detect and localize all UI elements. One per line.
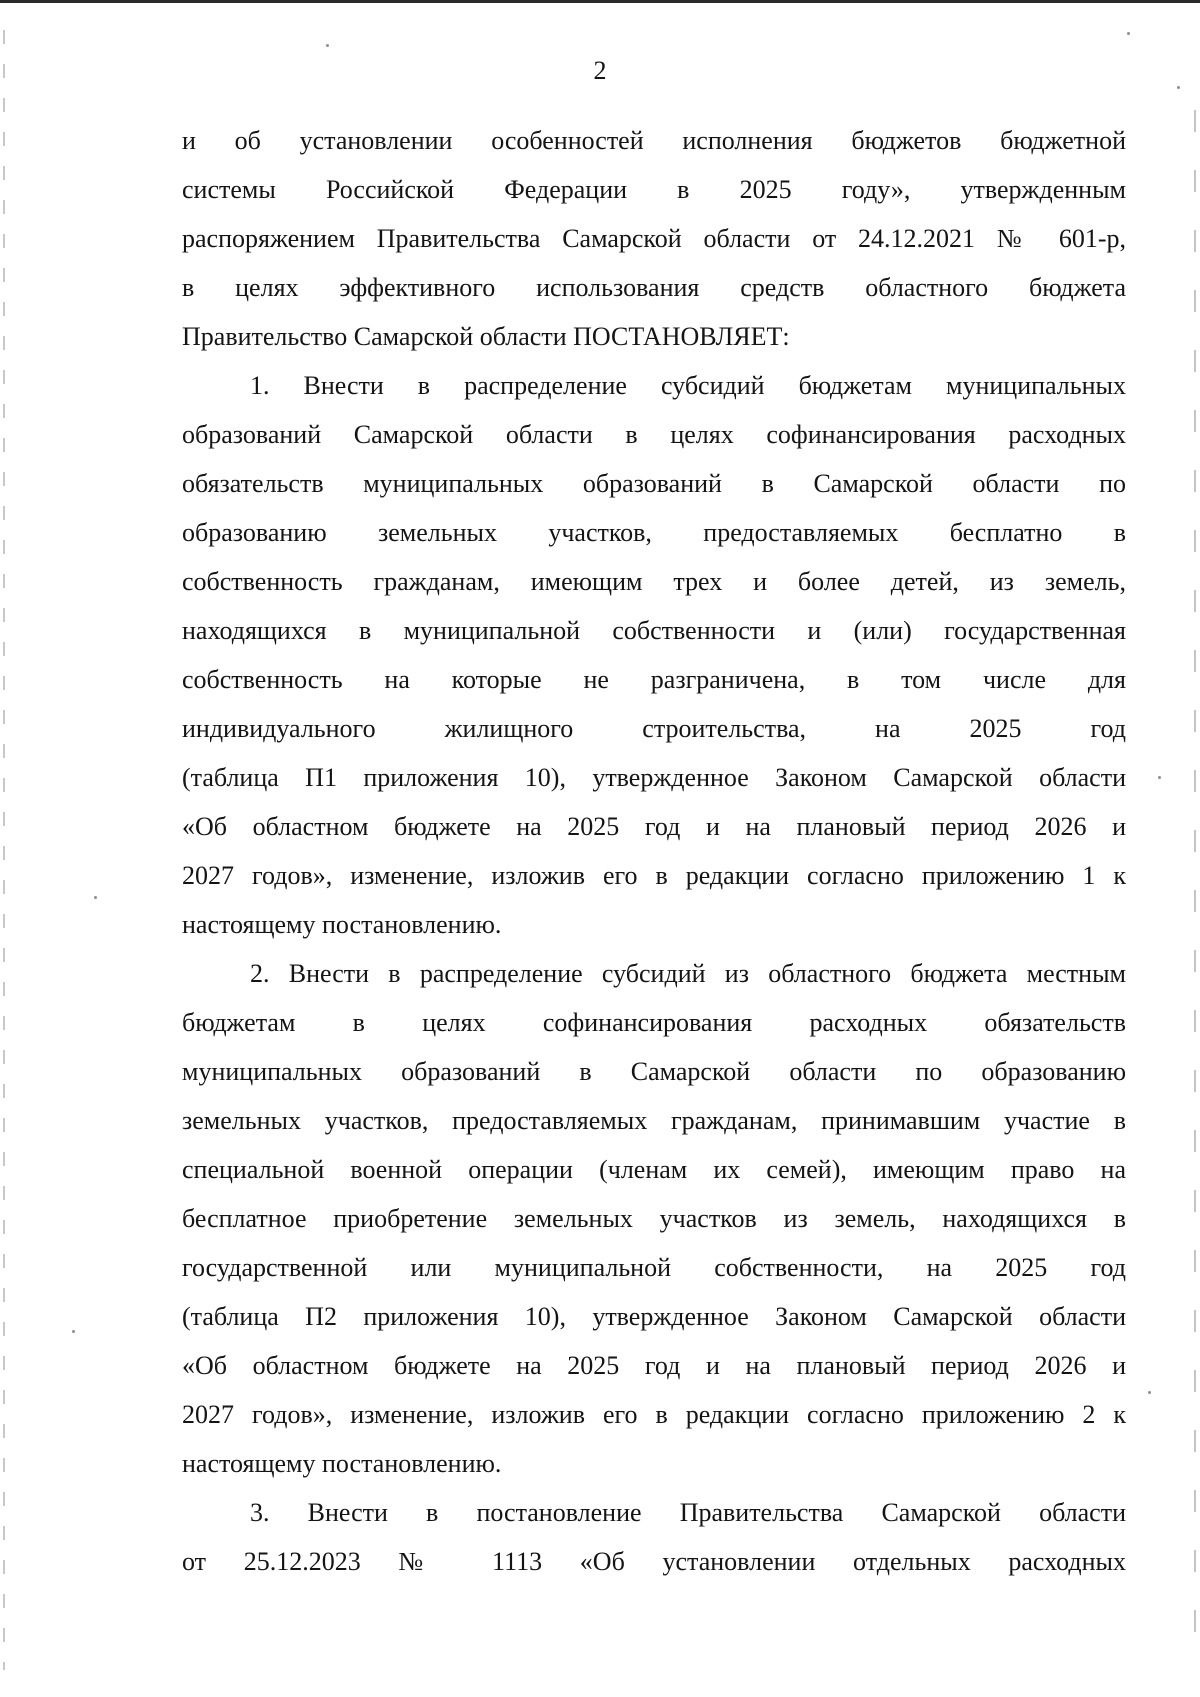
text-line: в целях эффективного использования средств областного бюджета xyxy=(182,273,1126,302)
scan-left-edge xyxy=(3,30,5,1670)
text-line: «Об областном бюджете на 2025 год и на плановый период 2026 и xyxy=(182,812,1126,841)
text-line: настоящему постановлению. xyxy=(182,1449,502,1478)
text-line: системы Российской Федерации в 2025 году», утвержденным xyxy=(182,175,1126,204)
scan-speck xyxy=(72,1330,75,1333)
text-line: собственность гражданам, имеющим трех и более детей, из земель, xyxy=(182,567,1126,596)
text-line: 1. Внести в распределение субсидий бюджетам муниципальных xyxy=(250,371,1126,400)
text-line: и об установлении особенностей исполнения бюджетов бюджетной xyxy=(182,126,1126,155)
text-line: специальной военной операции (членам их семей), имеющим право на xyxy=(182,1155,1126,1184)
text-line: образованию земельных участков, предоставляемых бесплатно в xyxy=(182,518,1126,547)
text-line: земельных участков, предоставляемых гражданам, принимавшим участие в xyxy=(182,1106,1126,1135)
text-line: 2. Внести в распределение субсидий из областного бюджета местным xyxy=(250,959,1126,988)
text-line: индивидуального жилищного строительства, на 2025 год xyxy=(182,714,1126,743)
text-line: бюджетам в целях софинансирования расходных обязательств xyxy=(182,1008,1126,1037)
text-line: 3. Внести в постановление Правительства Самарской области xyxy=(250,1498,1126,1527)
text-line: (таблица П1 приложения 10), утвержденное Законом Самарской области xyxy=(182,763,1126,792)
scan-speck xyxy=(326,44,329,47)
text-line: 2027 годов», изменение, изложив его в редакции согласно приложению 2 к xyxy=(182,1400,1126,1429)
scan-speck xyxy=(1177,86,1180,89)
text-line: образований Самарской области в целях софинансирования расходных xyxy=(182,420,1126,449)
scan-speck xyxy=(1127,32,1130,35)
scan-speck xyxy=(1148,1391,1151,1394)
text-line: находящихся в муниципальной собственности и (или) государственная xyxy=(182,616,1126,645)
scan-top-border xyxy=(0,0,1200,3)
text-line: муниципальных образований в Самарской области по образованию xyxy=(182,1057,1126,1086)
scan-speck xyxy=(94,896,97,899)
text-line: Правительство Самарской области ПОСТАНОВЛЯЕТ: xyxy=(182,322,790,351)
page-number: 2 xyxy=(593,56,607,85)
document-body xyxy=(182,116,1126,1586)
text-line: настоящему постановлению. xyxy=(182,910,502,939)
text-line: государственной или муниципальной собственности, на 2025 год xyxy=(182,1253,1126,1282)
text-line: распоряжением Правительства Самарской области от 24.12.2021 № 601-р, xyxy=(182,224,1126,253)
text-line: (таблица П2 приложения 10), утвержденное Законом Самарской области xyxy=(182,1302,1126,1331)
text-line: собственность на которые не разграничена, в том числе для xyxy=(182,665,1126,694)
text-line: обязательств муниципальных образований в Самарской области по xyxy=(182,469,1126,498)
text-line: от 25.12.2023 № 1113 «Об установлении отдельных расходных xyxy=(182,1547,1126,1576)
scan-speck xyxy=(1158,776,1161,779)
scan-right-edge xyxy=(1194,110,1196,1670)
text-line: 2027 годов», изменение, изложив его в редакции согласно приложению 1 к xyxy=(182,861,1126,890)
text-line: «Об областном бюджете на 2025 год и на плановый период 2026 и xyxy=(182,1351,1126,1380)
text-line: бесплатное приобретение земельных участков из земель, находящихся в xyxy=(182,1204,1126,1233)
